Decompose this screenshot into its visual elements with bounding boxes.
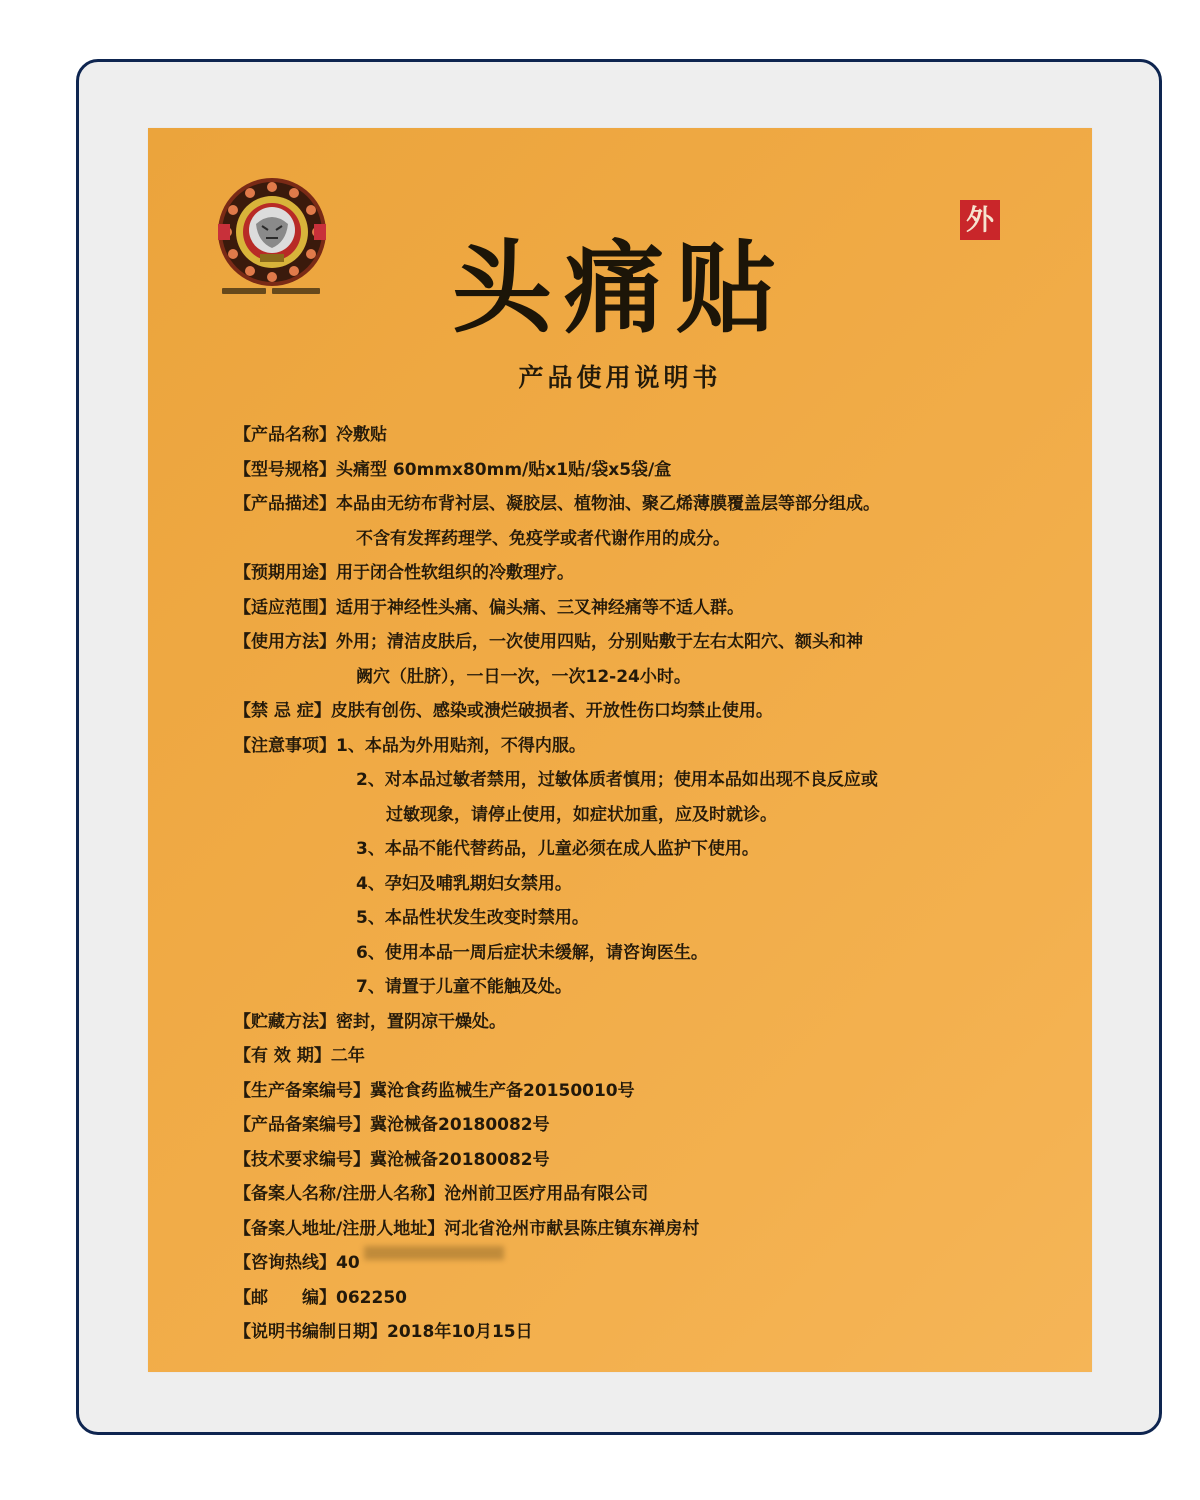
field-value: 密封，置阴凉干燥处。 — [336, 1011, 506, 1032]
field-registrant-address — [234, 1212, 1054, 1247]
field-label: 【咨询热线】 — [234, 1253, 336, 1273]
field-value: 用于闭合性软组织的冷敷理疗。 — [336, 563, 574, 583]
field-value: 2018年10月15日 — [387, 1322, 533, 1342]
field-description — [234, 487, 1054, 522]
field-tech-requirement — [234, 1143, 1054, 1178]
field-registrant-name — [234, 1177, 1054, 1212]
field-scope — [234, 591, 1054, 626]
product-title: 头痛贴 — [452, 229, 788, 347]
field-usage — [234, 625, 1054, 660]
precaution-item: 7、请置于儿童不能触及处。 — [356, 977, 572, 997]
field-value: 冷敷贴 — [336, 425, 387, 445]
instruction-body — [234, 418, 1054, 1350]
precaution-item: 3、本品不能代替药品，儿童必须在成人监护下使用。 — [356, 839, 759, 859]
field-label: 【使用方法】 — [234, 632, 336, 652]
field-value: 河北省沧州市献县陈庄镇东禅房村 — [444, 1218, 700, 1239]
field-usage-cont: 阙穴（肚脐），一日一次，一次12-24小时。 — [356, 666, 691, 687]
field-label: 【产品描述】 — [234, 494, 336, 514]
field-label: 【邮 编】 — [234, 1287, 336, 1308]
field-value: 沧州前卫医疗用品有限公司 — [444, 1184, 649, 1204]
field-contraindications — [234, 694, 1054, 729]
field-value: 外用；清洁皮肤后，一次使用四贴，分别贴敷于左右太阳穴、额头和神 — [336, 632, 863, 652]
field-label: 【预期用途】 — [234, 563, 336, 583]
document-subtitle: 产品使用说明书 — [518, 363, 722, 392]
external-use-stamp: 外 — [960, 200, 1000, 240]
precaution-item-cont: 过敏现象，请停止使用，如症状加重，应及时就诊。 — [386, 804, 777, 825]
redacted-phone-blur — [364, 1246, 504, 1260]
field-label: 【生产备案编号】 — [234, 1080, 370, 1101]
field-value: 062250 — [336, 1287, 407, 1308]
field-product-record — [234, 1108, 1054, 1143]
field-label: 【技术要求编号】 — [234, 1149, 370, 1170]
instruction-sheet — [148, 128, 1092, 1372]
precaution-item: 2、对本品过敏者禁用，过敏体质者慎用；使用本品如出现不良反应或 — [356, 770, 878, 790]
field-label: 【备案人名称/注册人名称】 — [234, 1184, 445, 1204]
field-label: 【产品备案编号】 — [234, 1115, 370, 1135]
field-intended-use — [234, 556, 1054, 591]
field-compile-date — [234, 1315, 1054, 1350]
precaution-item: 6、使用本品一周后症状未缓解，请咨询医生。 — [356, 942, 708, 963]
field-label: 【说明书编制日期】 — [234, 1322, 387, 1342]
field-label: 【型号规格】 — [234, 459, 336, 480]
field-value: 适用于神经性头痛、偏头痛、三叉神经痛等不适人群。 — [336, 597, 744, 618]
field-label: 【有 效 期】 — [234, 1046, 331, 1066]
field-product-name — [234, 418, 1054, 453]
field-postcode — [234, 1281, 1054, 1316]
field-value: 冀沧食药监械生产备20150010号 — [370, 1080, 635, 1101]
field-storage — [234, 1005, 1054, 1040]
field-value: 冀沧械备20180082号 — [370, 1115, 550, 1135]
field-value: 皮肤有创伤、感染或溃烂破损者、开放性伤口均禁止使用。 — [330, 701, 773, 721]
field-validity — [234, 1039, 1054, 1074]
field-value: 40 — [336, 1253, 360, 1273]
field-label: 【贮藏方法】 — [234, 1011, 336, 1032]
precaution-item: 1、本品为外用贴剂，不得内服。 — [336, 735, 586, 756]
field-value: 头痛型 60mmx80mm/贴x1贴/袋x5袋/盒 — [336, 459, 672, 480]
field-label: 【禁 忌 症】 — [234, 701, 331, 721]
field-label: 【适应范围】 — [234, 597, 336, 618]
field-production-record — [234, 1074, 1054, 1109]
precaution-item: 4、孕妇及哺乳期妇女禁用。 — [356, 873, 572, 894]
field-description-cont: 不含有发挥药理学、免疫学或者代谢作用的成分。 — [356, 528, 730, 549]
field-model-spec — [234, 453, 1054, 488]
precaution-item: 5、本品性状发生改变时禁用。 — [356, 908, 589, 928]
field-value: 二年 — [330, 1046, 365, 1066]
field-label: 【备案人地址/注册人地址】 — [234, 1218, 445, 1239]
field-precautions — [234, 729, 1054, 764]
field-label: 【产品名称】 — [234, 425, 336, 445]
field-value: 本品由无纺布背衬层、凝胶层、植物油、聚乙烯薄膜覆盖层等部分组成。 — [336, 494, 880, 514]
field-value: 冀沧械备20180082号 — [370, 1149, 550, 1170]
field-hotline — [234, 1246, 1054, 1281]
field-label: 【注意事项】 — [234, 735, 336, 756]
